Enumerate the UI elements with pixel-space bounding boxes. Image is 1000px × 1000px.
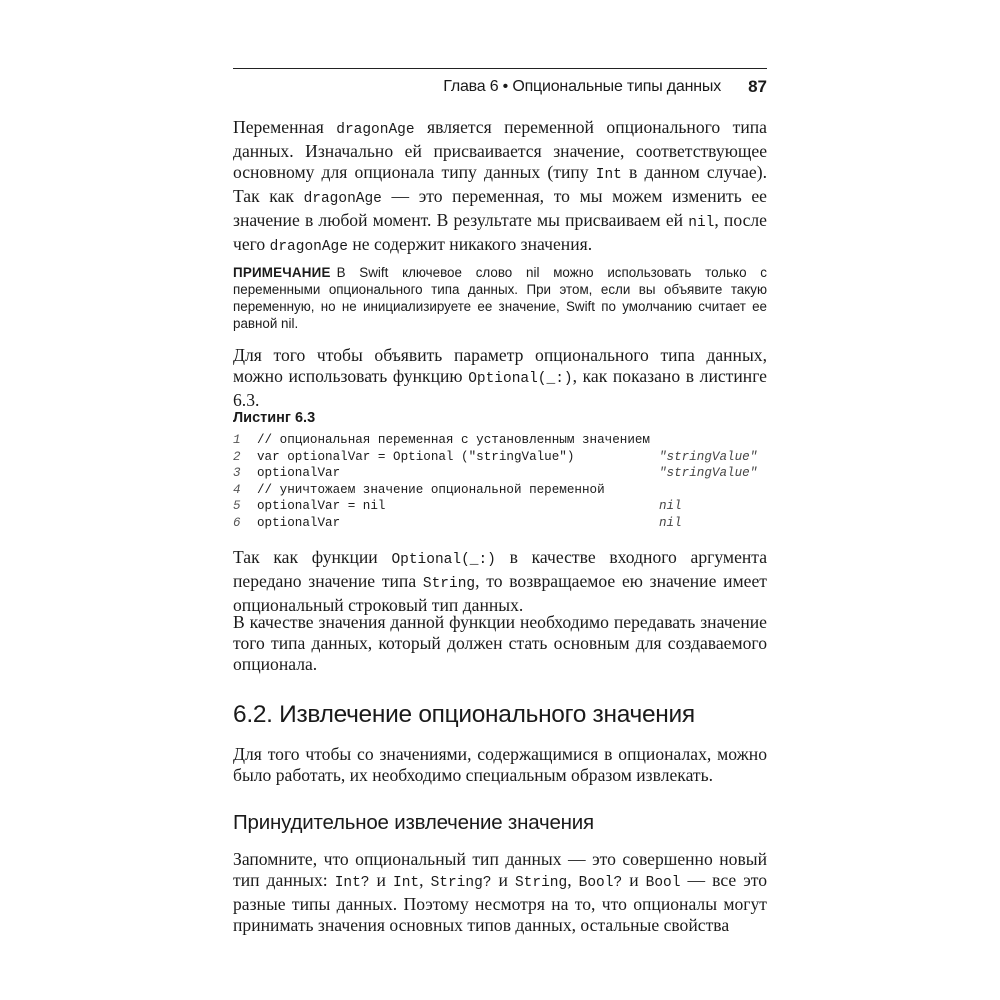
page-number: 87: [748, 77, 767, 96]
inline-code: dragonAge: [303, 191, 382, 207]
inline-code: Bool: [645, 875, 681, 891]
inline-code: Optional(_:): [468, 371, 573, 387]
chapter-title: Глава 6 • Опциональные типы данных: [443, 78, 721, 95]
code-line: [233, 465, 767, 482]
code-result: nil: [659, 515, 682, 530]
code-line: [233, 498, 767, 515]
inline-code: String?: [430, 875, 492, 891]
code-text: optionalVar = nil: [257, 499, 386, 513]
paragraph-types: Запомните, что опциональный тип данных — это совершенно новый тип данных: Int? и Int, String? и String, Bool? и Bool — все это разные типы данных. Поэтому несмотря на то, что опционалы могут принимать значения основных типов данных, остальные свойства: [233, 849, 768, 935]
code-line: [233, 515, 767, 532]
line-number: 4: [233, 482, 241, 497]
code-text: // уничтожаем значение опциональной переменной: [257, 482, 605, 497]
section-heading: 6.2. Извлечение опционального значения: [233, 701, 695, 728]
inline-code: Bool?: [578, 875, 623, 891]
paragraph-function-value: В качестве значения данной функции необходимо передавать значение того типа данных, который должен стать основным для создаваемого опционала.: [233, 612, 767, 674]
code-line: [233, 449, 767, 466]
inline-code: Int: [393, 875, 420, 891]
code-line: [233, 482, 767, 499]
subsection-heading: Принудительное извлечение значения: [233, 811, 594, 834]
line-number: 1: [233, 433, 241, 447]
inline-code: dragonAge: [269, 239, 348, 255]
inline-code: String: [422, 576, 476, 592]
note-block: [233, 264, 767, 332]
inline-code: String: [514, 875, 568, 891]
inline-code: Int: [595, 167, 622, 183]
line-number: 3: [233, 466, 241, 480]
inline-code: Int?: [334, 875, 370, 891]
code-result: "stringValue": [659, 449, 758, 464]
paragraph-section-intro: Для того чтобы со значениями, содержащимися в опционалах, можно было работать, их необходимо специальным образом извлекать.: [233, 744, 767, 785]
line-number: 2: [233, 449, 241, 464]
code-text: optionalVar: [257, 466, 341, 480]
inline-code: nil: [688, 215, 715, 231]
code-text: // опциональная переменная с установленным значением: [257, 433, 650, 447]
paragraph-dragon-age: Переменная dragonAge является переменной опционального типа данных. Изначально ей присваивается значение, соответствующее основному для опционала типу данных (типу Int в данном случае). Так как dragonAge — это переменная, то мы можем изменить ее значение в любой момент. В результате мы присваиваем ей nil, после чего dragonAge не содержит никакого значения.: [233, 117, 767, 255]
inline-code: dragonAge: [336, 122, 415, 138]
note-label: ПРИМЕЧАНИЕ: [233, 265, 331, 280]
running-header: [233, 68, 767, 107]
code-result: "stringValue": [659, 466, 758, 480]
book-page: [233, 68, 768, 935]
line-number: 6: [233, 515, 241, 530]
code-result: nil: [659, 499, 682, 513]
line-number: 5: [233, 499, 241, 513]
paragraph-string-type: Так как функции Optional(_:) в качестве входного аргумента передано значение типа String, то возвращаемое ею значение имеет опциональный строковый тип данных.: [233, 547, 767, 615]
listing-title: Листинг 6.3: [233, 410, 316, 426]
inline-code: Optional(_:): [391, 552, 496, 568]
note-text: В Swift ключевое слово nil можно использовать только с переменными опционального типа данных. При этом, если вы объявите такую переменную, но не инициализируете ее значение, Swift по умолчанию считает ее равной nil.: [233, 265, 767, 331]
code-text: optionalVar: [257, 515, 341, 530]
code-text: var optionalVar = Optional ("stringValue"): [257, 449, 575, 464]
code-listing: [233, 432, 767, 531]
code-line: [233, 432, 767, 449]
paragraph-optional-function: Для того чтобы объявить параметр опционального типа данных, можно использовать функцию Optional(_:), как показано в листинге 6.3.: [233, 345, 767, 410]
